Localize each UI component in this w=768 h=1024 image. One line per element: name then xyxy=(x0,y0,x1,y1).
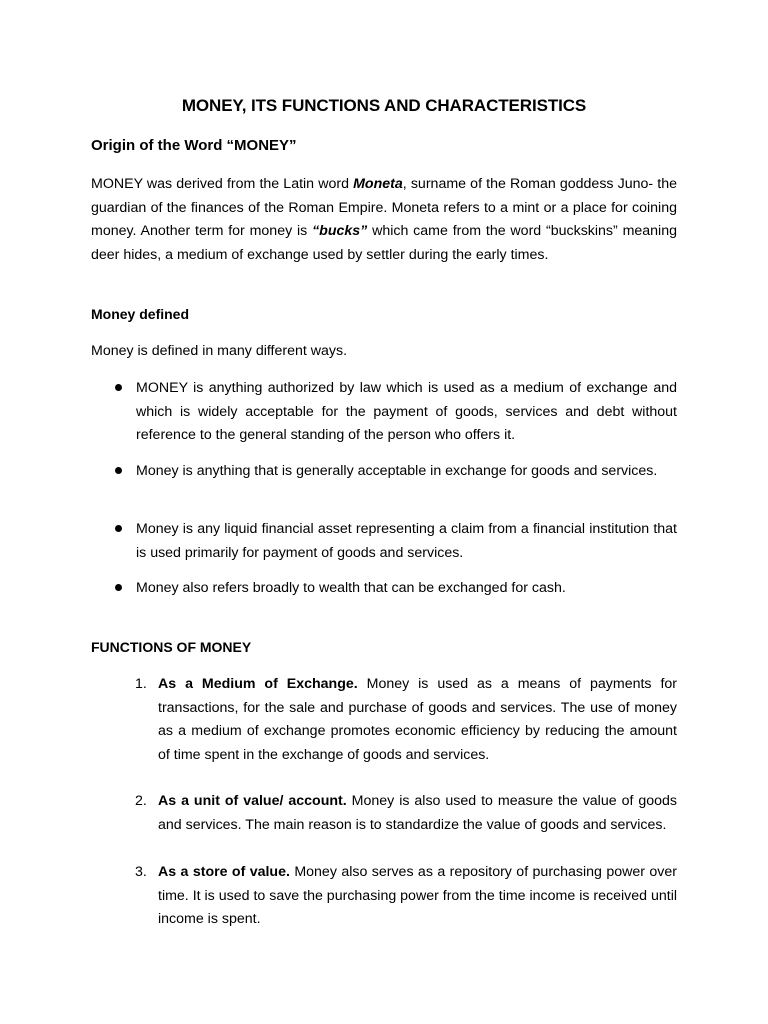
origin-text-a: MONEY was derived from the Latin word xyxy=(91,176,354,192)
bullet-icon xyxy=(115,584,122,591)
item-number: 3. xyxy=(135,864,147,880)
bullet-text: Money also refers broadly to wealth that can be exchanged for cash. xyxy=(136,580,566,596)
function-description: Money also serves as a repository of purchasing power over time. It is used to save the purchasing power from the time income is received until income is spent. xyxy=(158,864,677,927)
origin-heading: Origin of the Word “MONEY” xyxy=(91,137,297,154)
bullet-icon xyxy=(115,525,122,532)
item-number: 1. xyxy=(135,676,147,692)
page-title: MONEY, ITS FUNCTIONS AND CHARACTERISTICS xyxy=(181,96,587,115)
bullet-icon xyxy=(115,467,122,474)
bucks-term: “bucks” xyxy=(312,223,368,239)
origin-text-b: , surname of the Roman goddess Juno- the guardian of the finances of the Roman Empire. Moneta refers to a mint or a place for coining money. Another term for money is xyxy=(91,176,677,239)
function-item-text xyxy=(158,673,677,767)
origin-text-c: which came from the word “buckskins” meaning deer hides, a medium of exchange used by settler during the early times. xyxy=(91,223,677,263)
item-number: 2. xyxy=(135,793,147,809)
money-defined-heading: Money defined xyxy=(91,306,190,322)
origin-paragraph xyxy=(91,173,677,267)
function-term: As a unit of value/ account. xyxy=(158,793,347,809)
function-item-text xyxy=(158,790,677,837)
bullet-text: Money is any liquid financial asset representing a claim from a financial institution that is used primarily for payment of goods and services. xyxy=(136,521,677,561)
money-defined-intro: Money is defined in many different ways. xyxy=(91,343,348,359)
function-term: As a store of value. xyxy=(158,864,290,880)
bullet-text: MONEY is anything authorized by law which is used as a medium of exchange and which is widely acceptable for the payment of goods, services and debt without reference to the general standing of the person who offers it. xyxy=(136,380,677,443)
function-description: Money is also used to measure the value of goods and services. The main reason is to standardize the value of goods and services. xyxy=(158,793,678,833)
function-term: As a Medium of Exchange. xyxy=(158,676,358,692)
moneta-term: Moneta xyxy=(353,176,403,192)
function-item-text xyxy=(158,861,677,932)
bullet-text: Money is anything that is generally acceptable in exchange for goods and services. xyxy=(136,463,658,479)
function-description: Money is used as a means of payments for transactions, for the sale and purchase of goods and services. The use of money as a medium of exchange promotes economic efficiency by reducing the amount of time spent in the exchange of goods and services. xyxy=(158,676,677,763)
functions-heading: FUNCTIONS OF MONEY xyxy=(91,639,252,655)
bullet-icon xyxy=(115,384,122,391)
